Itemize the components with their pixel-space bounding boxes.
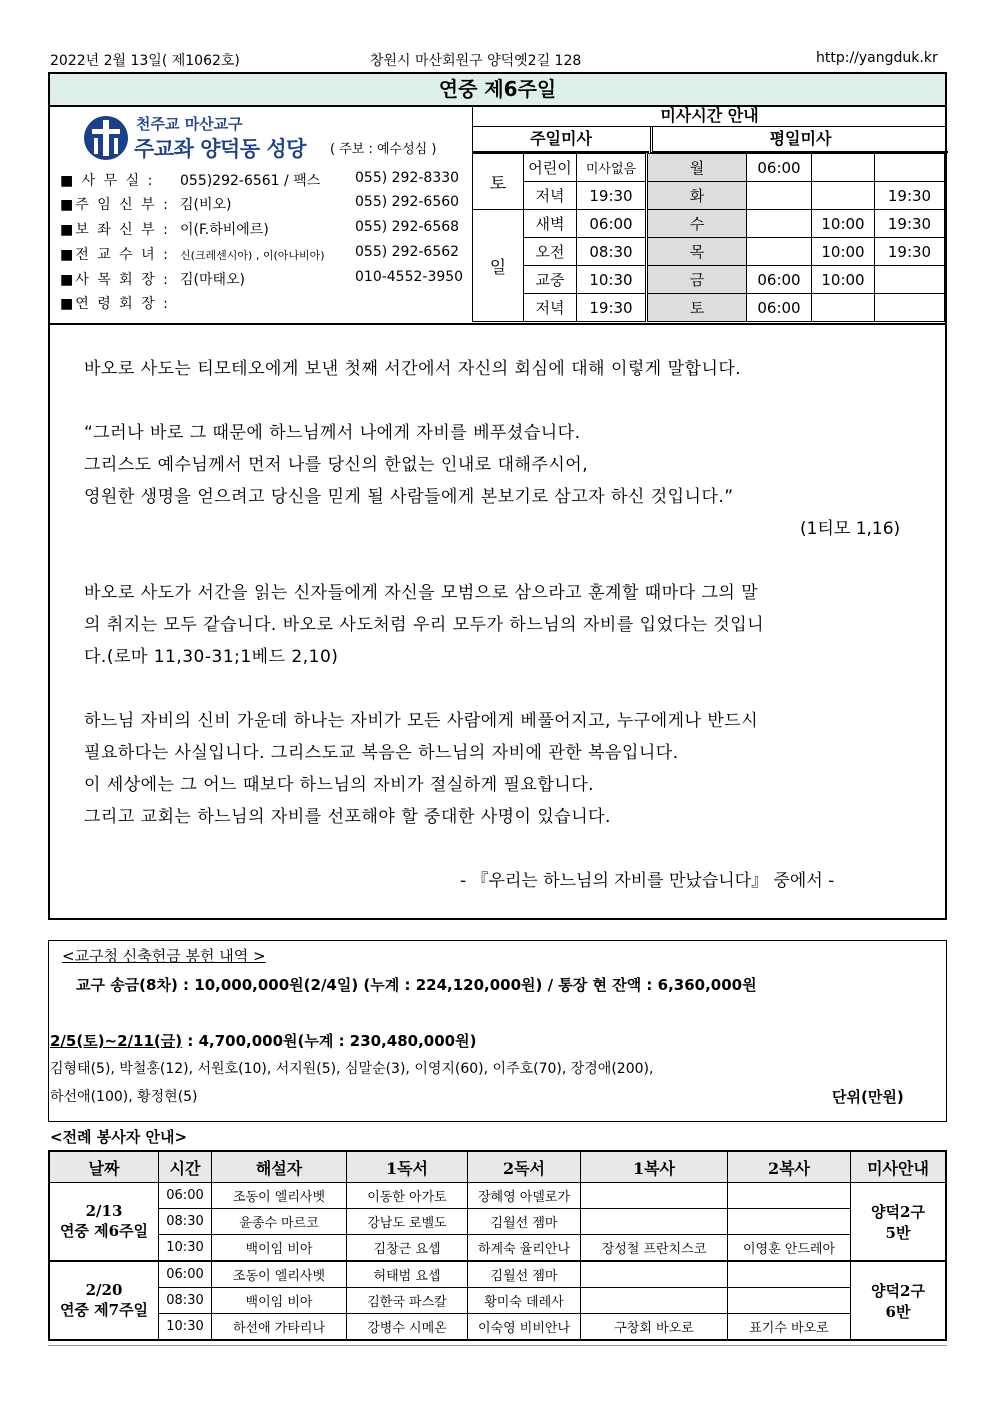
- sunday-mass-name: 새벽: [524, 210, 577, 238]
- commentator: 조동이 엘리사벳: [212, 1183, 347, 1209]
- donation-remit: 교구 송금(8차) : 10,000,000원(2/4일) (누계 : 224,120,000원) / 통장 현 잔액 : 6,360,000원: [76, 976, 757, 994]
- weekday-label: 월: [647, 154, 747, 182]
- reflection-quote: 그리스도 예수님께서 먼저 나를 당신의 한없는 인내로 대해주시어,: [84, 455, 589, 475]
- sunday-mass-title: 주일미사: [472, 127, 649, 153]
- table-row: [49, 1288, 946, 1314]
- week-date-cell: 2/13 연중 제6주일: [49, 1183, 159, 1262]
- reading1: 강병수 시메온: [347, 1314, 468, 1341]
- sun-label: 일: [473, 210, 524, 322]
- contact-council: ■사 목 회 장 : 김(마태오) 010-4552-3950: [60, 269, 464, 288]
- reflection-quote: “그러나 바로 그 때문에 하느님께서 나에게 자비를 베푸셨습니다.: [84, 423, 581, 443]
- reading1: 강남도 로벨도: [347, 1209, 468, 1235]
- reading1: 허태범 요셉: [347, 1261, 468, 1288]
- patron-note: ( 주보 : 예수성심 ): [330, 142, 437, 157]
- contact-office: ■ 사 무 실 : 055)292-6561 / 팩스 055) 292-8330: [60, 170, 460, 189]
- mass-row: [473, 238, 945, 266]
- mass-schedule: [472, 105, 947, 324]
- reflection-paragraph: 그리고 교회는 하느님의 자비를 선포해야 할 중대한 사명이 있습니다.: [84, 807, 611, 827]
- donation-title: <교구청 신축헌금 봉헌 내역 >: [62, 947, 266, 965]
- reading1: 이동한 아가토: [347, 1183, 468, 1209]
- donor-names: 하선애(100), 황정현(5): [50, 1089, 198, 1105]
- sunday-mass-time: 미사없음: [577, 154, 647, 182]
- reflection-paragraph: 다.(로마 11,30-31;1베드 2,10): [84, 647, 339, 667]
- service-title: <전례 봉사자 안내>: [50, 1128, 188, 1146]
- table-row: [49, 1314, 946, 1341]
- reflection-paragraph: 바오로 사도가 서간을 읽는 신자들에게 자신을 모범으로 삼으라고 훈계할 때마다 그의 말: [84, 583, 759, 603]
- weekday-label: 토: [647, 294, 747, 322]
- table-row: [49, 1209, 946, 1235]
- donor-names: 김형태(5), 박철홍(12), 서원호(10), 서지원(5), 심말순(3), 이영지(60), 이주호(70), 장경애(200),: [50, 1061, 654, 1077]
- commentator: 백이임 비아: [212, 1288, 347, 1314]
- service-time: 08:30: [159, 1288, 212, 1314]
- mass-row: [473, 210, 945, 238]
- reflection-paragraph: 하느님 자비의 신비 가운데 하나는 자비가 모든 사람에게 베풀어지고, 누구에게나 반드시: [84, 711, 759, 731]
- service-time: 10:30: [159, 1235, 212, 1262]
- sunday-mass-name: 저녁: [524, 294, 577, 322]
- divider: [50, 323, 945, 325]
- weekday-time: 19:30: [875, 182, 945, 210]
- week-date-cell: 2/20 연중 제7주일: [49, 1261, 159, 1340]
- weekday-time: [812, 182, 875, 210]
- contact-funeral: ■연 령 회 장 :: [60, 296, 170, 312]
- weekday-time: 06:00: [747, 266, 812, 294]
- server2: [728, 1288, 851, 1314]
- reading2: 김월선 젬마: [468, 1209, 581, 1235]
- reading2: 김월선 젬마: [468, 1261, 581, 1288]
- page-title: 연중 제6주일: [50, 74, 945, 107]
- church-address: 창원시 마산회원구 양덕옛2길 128: [370, 53, 582, 69]
- header-guide: 미사안내: [851, 1151, 947, 1183]
- sunday-mass-time: 19:30: [577, 294, 647, 322]
- sunday-mass-name: 교중: [524, 266, 577, 294]
- commentator: 백이임 비아: [212, 1235, 347, 1262]
- reading2: 이숙영 비비안나: [468, 1314, 581, 1341]
- donation-period: 2/5(토)~2/11(금) : 4,700,000원(누계 : 230,480,000원): [50, 1032, 477, 1050]
- reflection-quote: 영원한 생명을 얻으려고 당신을 믿게 될 사람들에게 본보기로 삼고자 하신 것입니다.”: [84, 487, 734, 507]
- weekday-time: 19:30: [875, 210, 945, 238]
- sunday-mass-time: 10:30: [577, 266, 647, 294]
- table-row: [49, 1261, 946, 1288]
- contact-pastor: ■주 임 신 부 : 김(비오) 055) 292-6560: [60, 194, 460, 213]
- server1: [581, 1209, 728, 1235]
- mass-row: [473, 266, 945, 294]
- issue-date: 2022년 2월 13일( 제1062호): [50, 53, 240, 69]
- mass-row: [473, 182, 945, 210]
- sunday-mass-time: 08:30: [577, 238, 647, 266]
- mass-guide: 양덕2구 5반: [851, 1183, 947, 1262]
- website-link[interactable]: http://yangduk.kr: [816, 50, 938, 66]
- donation-unit: 단위(만원): [832, 1088, 904, 1106]
- weekday-mass-title: 평일미사: [650, 127, 948, 153]
- reflection-paragraph: 이 세상에는 그 어느 때보다 하느님의 자비가 절실하게 필요합니다.: [84, 775, 595, 795]
- church-logo-icon: [82, 114, 130, 162]
- weekday-time: [875, 266, 945, 294]
- reading2: 장혜영 아델로가: [468, 1183, 581, 1209]
- diocese-name: 천주교 마산교구: [136, 115, 243, 133]
- reflection-source: - 『우리는 하느님의 자비를 만났습니다』 중에서 -: [460, 871, 835, 891]
- header-reading2: 2독서: [468, 1151, 581, 1183]
- reading1: 김한국 파스칼: [347, 1288, 468, 1314]
- weekday-label: 목: [647, 238, 747, 266]
- commentator: 조동이 엘리사벳: [212, 1261, 347, 1288]
- reflection-paragraph: 바오로 사도는 티모테오에게 보낸 첫째 서간에서 자신의 회심에 대해 이렇게 말합니다.: [84, 359, 742, 379]
- mass-table: [472, 153, 945, 322]
- weekday-time: 06:00: [747, 294, 812, 322]
- service-time: 10:30: [159, 1314, 212, 1341]
- service-time: 08:30: [159, 1209, 212, 1235]
- weekday-time: [747, 238, 812, 266]
- mass-guide: 양덕2구 6반: [851, 1261, 947, 1340]
- sunday-mass-name: 어린이: [524, 154, 577, 182]
- header-server2: 2복사: [728, 1151, 851, 1183]
- reflection-paragraph: 의 취지는 모두 같습니다. 바오로 사도처럼 우리 모두가 하느님의 자비를 입었다는 것입니: [84, 615, 765, 635]
- table-row: [49, 1235, 946, 1262]
- table-row: [49, 1183, 946, 1209]
- contact-sisters: ■전 교 수 녀 : 신(크레센시아) , 이(아나비아) 055) 292-6562: [60, 244, 460, 263]
- server1: [581, 1288, 728, 1314]
- mass-row: [473, 294, 945, 322]
- sunday-mass-time: 19:30: [577, 182, 647, 210]
- service-time: 06:00: [159, 1183, 212, 1209]
- weekday-time: 19:30: [875, 238, 945, 266]
- sat-label: 토: [473, 154, 524, 210]
- reading1: 김창근 요셉: [347, 1235, 468, 1262]
- server2: [728, 1209, 851, 1235]
- bottom-rule: [48, 1345, 947, 1346]
- weekday-time: [875, 294, 945, 322]
- weekday-time: 10:00: [812, 266, 875, 294]
- reading2: 황미숙 데레사: [468, 1288, 581, 1314]
- weekday-time: [812, 154, 875, 182]
- weekday-time: 06:00: [747, 154, 812, 182]
- commentator: 하선애 가타리나: [212, 1314, 347, 1341]
- service-time: 06:00: [159, 1261, 212, 1288]
- header-reading1: 1독서: [347, 1151, 468, 1183]
- mass-title: 미사시간 안내: [472, 105, 946, 127]
- weekday-time: [875, 154, 945, 182]
- header-time: 시간: [159, 1151, 212, 1183]
- contact-assistant: ■보 좌 신 부 : 이(F.하비에르) 055) 292-6568: [60, 219, 460, 238]
- weekday-label: 수: [647, 210, 747, 238]
- service-header-row: [49, 1151, 946, 1183]
- sunday-mass-time: 06:00: [577, 210, 647, 238]
- server2: [728, 1261, 851, 1288]
- server1: [581, 1183, 728, 1209]
- weekday-time: [812, 294, 875, 322]
- server2: 이영훈 안드레아: [728, 1235, 851, 1262]
- header-server1: 1복사: [581, 1151, 728, 1183]
- weekday-time: 10:00: [812, 238, 875, 266]
- scripture-reference: (1티모 1,16): [800, 519, 901, 539]
- service-table: [48, 1150, 947, 1341]
- server2: [728, 1183, 851, 1209]
- sunday-mass-name: 오전: [524, 238, 577, 266]
- reading2: 하계숙 율리안나: [468, 1235, 581, 1262]
- weekday-time: 10:00: [812, 210, 875, 238]
- mass-row: [473, 154, 945, 182]
- server1: [581, 1261, 728, 1288]
- header-commentator: 해설자: [212, 1151, 347, 1183]
- weekday-time: [747, 210, 812, 238]
- server1: 구창회 바오로: [581, 1314, 728, 1341]
- church-name: 주교좌 양덕동 성당: [134, 137, 306, 161]
- header-date: 날짜: [49, 1151, 159, 1183]
- reflection-paragraph: 필요하다는 사실입니다. 그리스도교 복음은 하느님의 자비에 관한 복음입니다.: [84, 743, 679, 763]
- commentator: 윤종수 마르코: [212, 1209, 347, 1235]
- server2: 표기수 바오로: [728, 1314, 851, 1341]
- weekday-label: 금: [647, 266, 747, 294]
- weekday-time: [747, 182, 812, 210]
- server1: 장성철 프란치스코: [581, 1235, 728, 1262]
- sunday-mass-name: 저녁: [524, 182, 577, 210]
- weekday-label: 화: [647, 182, 747, 210]
